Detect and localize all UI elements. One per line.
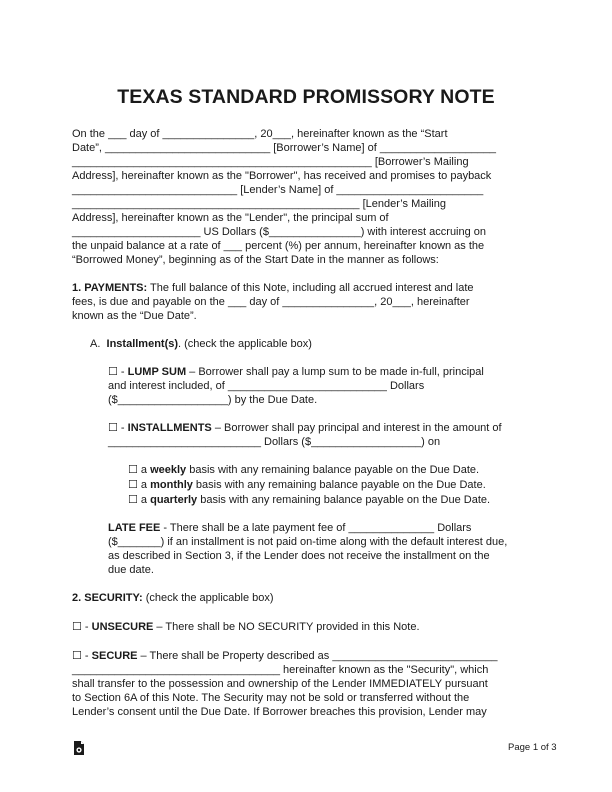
secure-line: shall transfer to the possession and ownership of the Lender IMMEDIATELY pursuant [72, 678, 488, 690]
installment-section-note: . (check the applicable box) [178, 338, 312, 350]
installments-option [108, 422, 502, 435]
monthly-checkbox[interactable]: ☐ a [128, 479, 151, 491]
security-heading: 2. SECURITY: [72, 592, 143, 604]
late-fee-line: due date. [108, 564, 154, 576]
weekly-text: basis with any remaining balance payable on the Due Date. [186, 464, 480, 476]
payments-heading: 1. PAYMENTS: [72, 282, 148, 294]
installment-section-heading [90, 338, 312, 351]
late-fee-line: ($_______) if an installment is not paid on-time along with the default interest due, [108, 536, 508, 548]
installments-line: _________________________ Dollars ($__________________) on [108, 436, 441, 448]
intro-line: _______________________________________________ [Lender’s Mailing [72, 198, 446, 210]
secure-checkbox[interactable]: ☐ - [72, 650, 92, 662]
lump-sum-option [108, 366, 484, 379]
payments-text: The full balance of this Note, including all accrued interest and late [147, 282, 474, 294]
intro-line: “Borrowed Money”, beginning as of the Start Date in the manner as follows: [72, 254, 439, 266]
unsecure-heading: UNSECURE [91, 621, 154, 633]
weekly-label: weekly [150, 464, 187, 476]
weekly-checkbox[interactable]: ☐ a [128, 464, 151, 476]
intro-line: ___________________________ [Lender’s Name] of ________________________ [72, 184, 484, 196]
late-fee-heading: LATE FEE [108, 522, 161, 534]
quarterly-text: basis with any remaining balance payable on the Due Date. [197, 494, 491, 506]
frequency-option-weekly [128, 464, 479, 477]
secure-line: to Section 6A of this Note. The Security may not be sold or transferred without the [72, 692, 470, 704]
payments-line: fees, is due and payable on the ___ day of _______________, 20___, hereinafter [72, 296, 470, 308]
intro-line: Date”, ___________________________ [Borrower’s Name] of ___________________ [72, 142, 497, 154]
quarterly-label: quarterly [150, 494, 198, 506]
installment-section-prefix: A. [90, 338, 107, 350]
payments-line: known as the “Due Date”. [72, 310, 197, 322]
intro-line: Address], hereinafter known as the "Lender", the principal sum of [72, 212, 389, 224]
secure-line: __________________________________ hereinafter known as the "Security", which [72, 664, 489, 676]
security-heading-line [72, 592, 274, 605]
intro-line: Address], hereinafter known as the "Borrower", has received and promises to payback [72, 170, 492, 182]
lump-sum-checkbox[interactable]: ☐ - [108, 366, 128, 378]
late-fee-line: as described in Section 3, if the Lender does not receive the installment on the [108, 550, 490, 562]
intro-line: On the ___ day of _______________, 20___, hereinafter known as the “Start [72, 128, 448, 140]
unsecure-checkbox[interactable]: ☐ - [72, 621, 92, 633]
lump-sum-text: – Borrower shall pay a lump sum to be made in-full, principal [186, 366, 484, 378]
secure-heading: SECURE [91, 650, 138, 662]
secure-option [72, 650, 498, 663]
late-fee-text: - There shall be a late payment fee of ______________ Dollars [160, 522, 472, 534]
unsecure-text: – There shall be NO SECURITY provided in this Note. [153, 621, 420, 633]
document-title: TEXAS STANDARD PROMISSORY NOTE [117, 86, 495, 108]
lump-sum-heading: LUMP SUM [127, 366, 187, 378]
intro-line: _________________________________________________ [Borrower’s Mailing [72, 156, 469, 168]
monthly-text: basis with any remaining balance payable on the Due Date. [192, 479, 486, 491]
installments-text: – Borrower shall pay principal and interest in the amount of [211, 422, 502, 434]
lump-sum-line: and interest included, of __________________________ Dollars [108, 380, 425, 392]
page-number: Page 1 of 3 [508, 742, 557, 753]
unsecure-option [72, 621, 420, 634]
installments-heading: INSTALLMENTS [127, 422, 212, 434]
frequency-option-quarterly [128, 494, 490, 507]
lump-sum-line: ($__________________) by the Due Date. [108, 394, 318, 406]
frequency-option-monthly [128, 479, 486, 492]
intro-line: the unpaid balance at a rate of ___ percent (%) per annum, hereinafter known as the [72, 240, 485, 252]
payments-clause [72, 282, 474, 295]
secure-text: – There shall be Property described as ___________________________ [137, 650, 498, 662]
intro-line: _____________________ US Dollars ($_______________) with interest accruing on [72, 226, 487, 238]
late-fee-clause [108, 522, 471, 535]
quarterly-checkbox[interactable]: ☐ a [128, 494, 151, 506]
document-logo-icon [73, 740, 85, 756]
secure-line: Lender’s consent until the Due Date. If Borrower breaches this provision, Lender may [72, 706, 487, 718]
installment-section-title: Installment(s) [106, 338, 179, 350]
security-note: (check the applicable box) [142, 592, 274, 604]
installments-checkbox[interactable]: ☐ - [108, 422, 128, 434]
monthly-label: monthly [150, 479, 193, 491]
